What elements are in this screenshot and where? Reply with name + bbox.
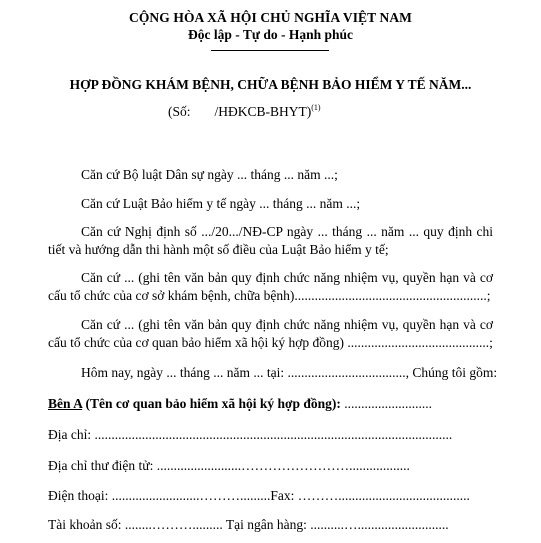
basis-agency-line2: cấu tổ chức của cơ quan bảo hiểm xã hội ký hợp đồng) ..........................................; <box>48 335 493 350</box>
national-motto: Độc lập - Tự do - Hạnh phúc <box>187 27 354 42</box>
party-a-label: Bên A <box>48 396 83 411</box>
party-a-heading <box>48 396 432 412</box>
basis-insurance-law: Căn cứ Luật Bảo hiểm y tế ngày ... tháng ... năm ...; <box>81 196 361 211</box>
email-field: Địa chỉ thư điện tử: .........................…………………….................. <box>48 458 410 473</box>
today-line: Hôm nay, ngày ... tháng ... năm ... tại: ..................................., Chúng tôi gồm: <box>81 365 498 380</box>
basis-decree-line1: Căn cứ Nghị định số .../20.../NĐ-CP ngày ... tháng ... năm ... quy định chi <box>81 224 493 239</box>
phone-fax-field: Điện thoại: ..........................……….........Fax: ………....................................... <box>48 488 470 503</box>
party-a-description: (Tên cơ quan bảo hiểm xã hội ký hợp đồng): <box>82 396 341 411</box>
party-a-blank: .......................... <box>340 396 433 411</box>
contract-number-prefix: (Số: <box>168 104 191 119</box>
basis-civil-code: Căn cứ Bộ luật Dân sự ngày ... tháng ... năm ...; <box>81 167 338 182</box>
basis-agency-line1: Căn cứ ... (ghi tên văn bản quy định chức năng nhiệm vụ, quyền hạn và cơ <box>81 317 493 332</box>
contract-number <box>168 103 321 120</box>
address-field: Địa chỉ: .......................................................................................................... <box>48 427 453 442</box>
footnote-mark: (1) <box>311 103 321 112</box>
contract-number-suffix: /HĐKCB-BHYT) <box>214 104 312 119</box>
contract-title: HỢP ĐỒNG KHÁM BỆNH, CHỮA BỆNH BẢO HIỂM Y TẾ NĂM... <box>69 77 472 92</box>
motto-underline <box>211 50 329 51</box>
bank-account-field: Tài khoản số: ........………......... Tại ngân hàng: ..........…........................... <box>48 517 449 532</box>
basis-facility-line1: Căn cứ ... (ghi tên văn bản quy định chức năng nhiệm vụ, quyền hạn và cơ <box>81 270 493 285</box>
national-name: CỘNG HÒA XÃ HỘI CHỦ NGHĨA VIỆT NAM <box>128 10 413 25</box>
basis-facility-line2: cấu tổ chức của cơ sở khám bệnh, chữa bệnh).........................................................; <box>48 288 491 303</box>
basis-decree-line2: tiết và hướng dẫn thi hành một số điều của Luật Bảo hiểm y tế; <box>48 242 389 257</box>
